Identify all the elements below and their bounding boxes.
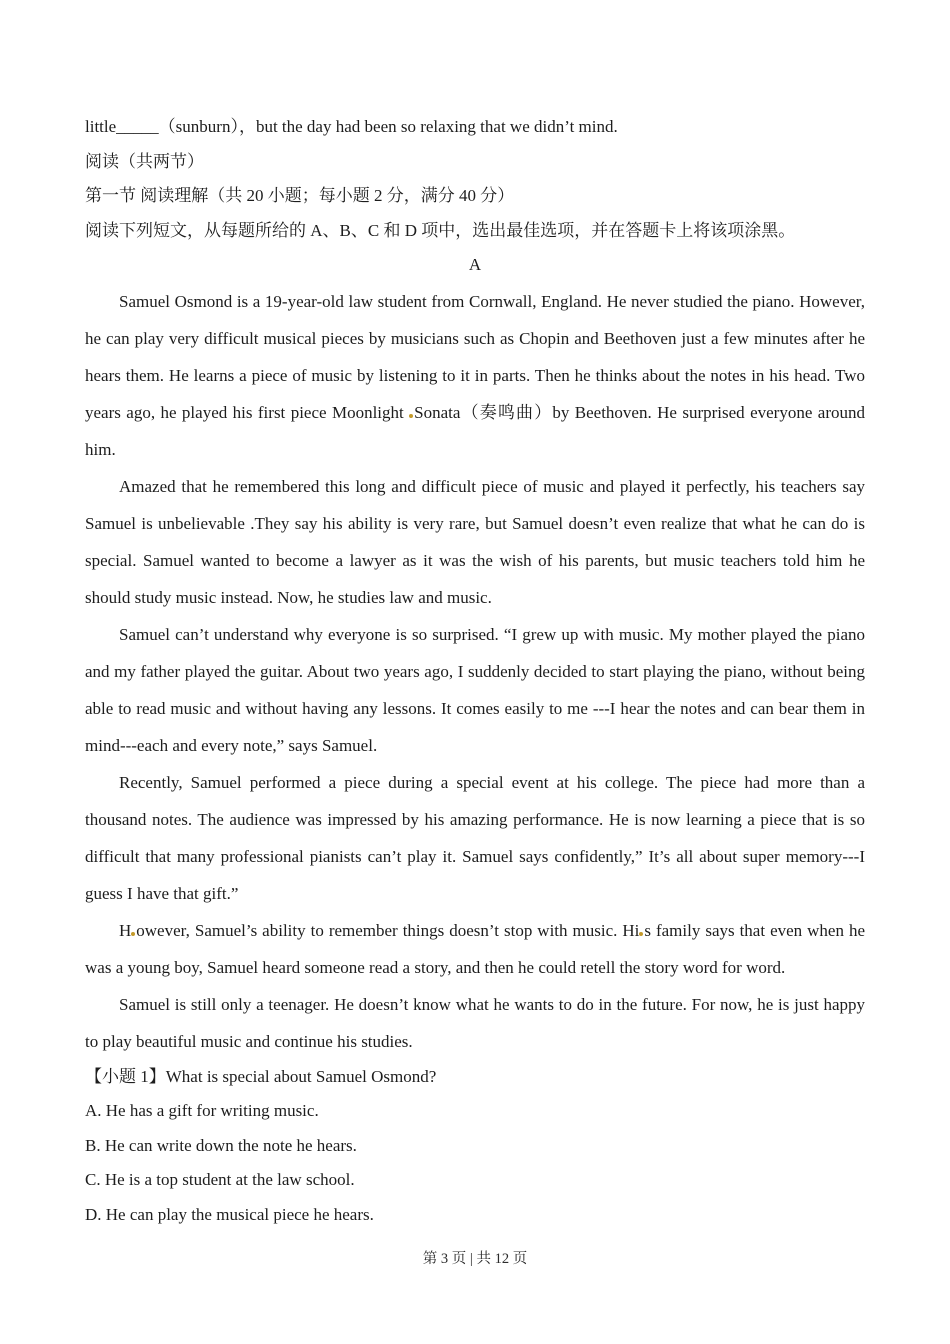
option-c: C. He is a top student at the law school. [85, 1170, 355, 1189]
annotation-dot-icon [409, 414, 413, 418]
passage [85, 283, 865, 1060]
question-block [85, 1060, 865, 1233]
passage-paragraph: Recently, Samuel performed a piece during a special event at his college. The piece had more than a thousand notes. The audience was impressed by his amazing performance. He is now learning a piece that is so difficult that many professional pianists can’t play it. Samuel says confidently,” It’s all about super memory---I guess I have that gift.” [85, 772, 865, 903]
passage-paragraph: H owever, Samuel’s ability to remember things doesn’t stop with music. Hi s family says that even when he was a young boy, Samuel heard someone read a story, and then he could retell the story word for word. [85, 920, 865, 977]
reading-section-title: 阅读（共两节） [85, 151, 204, 171]
page-footer: 第 3 页 | 共 12 页 [422, 1251, 528, 1267]
passage-paragraph: Samuel can’t understand why everyone is so surprised. “I grew up with music. My mother played the piano and my father played the guitar. About two years ago, I suddenly decided to start playing the piano, without being able to read music and without having any lessons. It comes easily to me ---I hear the notes and can bear them in mind---each and every note,” says Samuel. [85, 624, 865, 755]
passage-paragraph: Samuel Osmond is a 19-year-old law student from Cornwall, England. He never studied the piano. However, he can play very difficult musical pieces by musicians such as Chopin and Beethoven just a few minutes after he hears them. He learns a piece of music by listening to it in parts. Then he thinks about the notes in his head. Two years ago, he played his first piece Moonlight Sonata（奏鸣曲）by Beethoven. He surprised everyone around him. [85, 291, 865, 459]
sentence-completion-line: little_____（sunburn），but the day had been so relaxing that we didn’t mind. [85, 117, 618, 136]
question-stem: 【小题 1】What is special about Samuel Osmond? [85, 1066, 437, 1086]
passage-paragraph: Samuel is still only a teenager. He doesn’t know what he wants to do in the future. For now, he is just happy to play beautiful music and continue his studies. [85, 994, 865, 1051]
passage-label: A [468, 255, 482, 274]
annotation-dot-icon [131, 932, 135, 936]
passage-paragraph: Amazed that he remembered this long and difficult piece of music and played it perfectly, his teachers say Samuel is unbelievable .They say his ability is very rare, but Samuel doesn’t even realize that what he can do is special. Samuel wanted to become a lawyer as it was the wish of his parents, but music teachers told him he should study music instead. Now, he studies law and music. [85, 476, 865, 607]
annotation-dot-icon [639, 932, 643, 936]
option-d: D. He can play the musical piece he hears. [85, 1204, 374, 1224]
part-one-title: 第一节 阅读理解（共 20 小题；每小题 2 分，满分 40 分） [85, 186, 515, 205]
instructions-line: 阅读下列短文，从每题所给的 A、B、C 和 D 项中，选出最佳选项，并在答题卡上将该项涂黑。 [85, 220, 796, 240]
option-b: B. He can write down the note he hears. [85, 1135, 357, 1155]
option-a: A. He has a gift for writing music. [85, 1101, 319, 1120]
